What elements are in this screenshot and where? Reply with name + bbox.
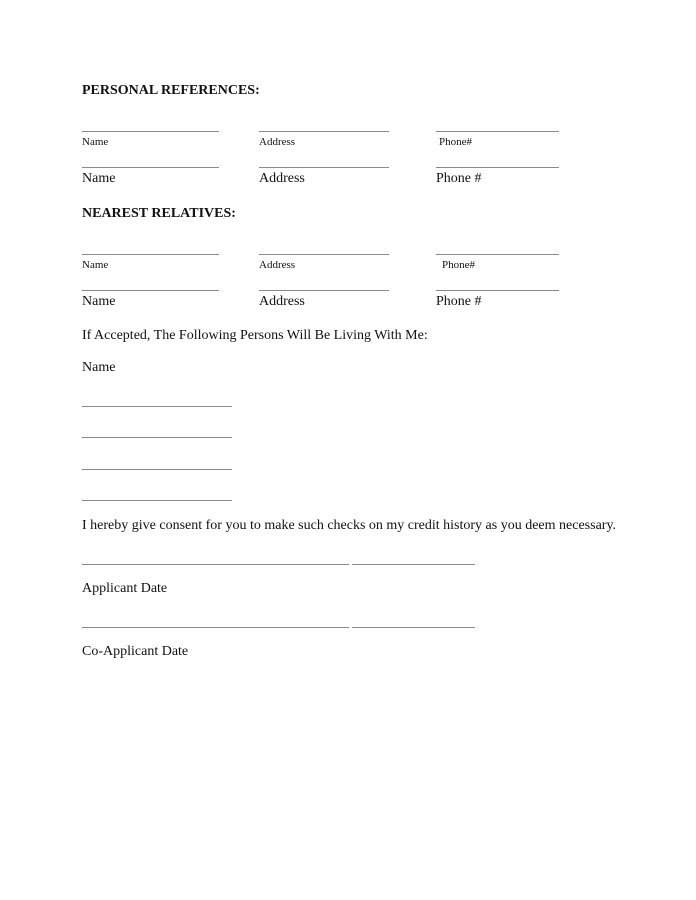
applicant-label: Applicant Date bbox=[82, 581, 168, 596]
rel1-address-field[interactable] bbox=[259, 254, 389, 255]
ref1-phone-label: Phone# bbox=[439, 136, 472, 148]
rel2-address-field[interactable] bbox=[259, 290, 389, 291]
occupant-name-field-2[interactable] bbox=[82, 437, 232, 438]
personal-references-heading: PERSONAL REFERENCES: bbox=[82, 83, 260, 98]
ref2-name-label: Name bbox=[82, 171, 116, 186]
rel2-name-field[interactable] bbox=[82, 290, 219, 291]
rel2-phone-field[interactable] bbox=[436, 290, 559, 291]
ref1-name-field[interactable] bbox=[82, 131, 219, 132]
occupants-intro: If Accepted, The Following Persons Will Be Living With Me: bbox=[82, 328, 428, 343]
ref1-name-label: Name bbox=[82, 136, 109, 148]
ref1-phone-field[interactable] bbox=[436, 131, 559, 132]
occupants-name-label: Name bbox=[82, 360, 116, 375]
rel1-phone-field[interactable] bbox=[436, 254, 559, 255]
applicant-signature-field[interactable] bbox=[82, 564, 349, 565]
ref1-address-label: Address bbox=[259, 136, 296, 148]
ref2-phone-field[interactable] bbox=[436, 167, 559, 168]
rel1-name-label: Name bbox=[82, 259, 109, 271]
rel2-address-label: Address bbox=[259, 294, 305, 309]
ref1-address-field[interactable] bbox=[259, 131, 389, 132]
rel1-phone-label: Phone# bbox=[442, 259, 475, 271]
ref2-address-label: Address bbox=[259, 171, 305, 186]
occupant-name-field-1[interactable] bbox=[82, 406, 232, 407]
ref2-name-field[interactable] bbox=[82, 167, 219, 168]
occupant-name-field-3[interactable] bbox=[82, 469, 232, 470]
ref2-address-field[interactable] bbox=[259, 167, 389, 168]
rel1-address-label: Address bbox=[259, 259, 296, 271]
co-applicant-label: Co-Applicant Date bbox=[82, 644, 189, 659]
consent-text: I hereby give consent for you to make such checks on my credit history as you deem necessary. bbox=[82, 518, 617, 533]
nearest-relatives-heading: NEAREST RELATIVES: bbox=[82, 206, 236, 221]
co-applicant-signature-field[interactable] bbox=[82, 627, 349, 628]
applicant-date-field[interactable] bbox=[352, 564, 475, 565]
occupant-name-field-4[interactable] bbox=[82, 500, 232, 501]
ref2-phone-label: Phone # bbox=[436, 171, 482, 186]
rel2-name-label: Name bbox=[82, 294, 116, 309]
co-applicant-date-field[interactable] bbox=[352, 627, 475, 628]
rel2-phone-label: Phone # bbox=[436, 294, 482, 309]
rel1-name-field[interactable] bbox=[82, 254, 219, 255]
